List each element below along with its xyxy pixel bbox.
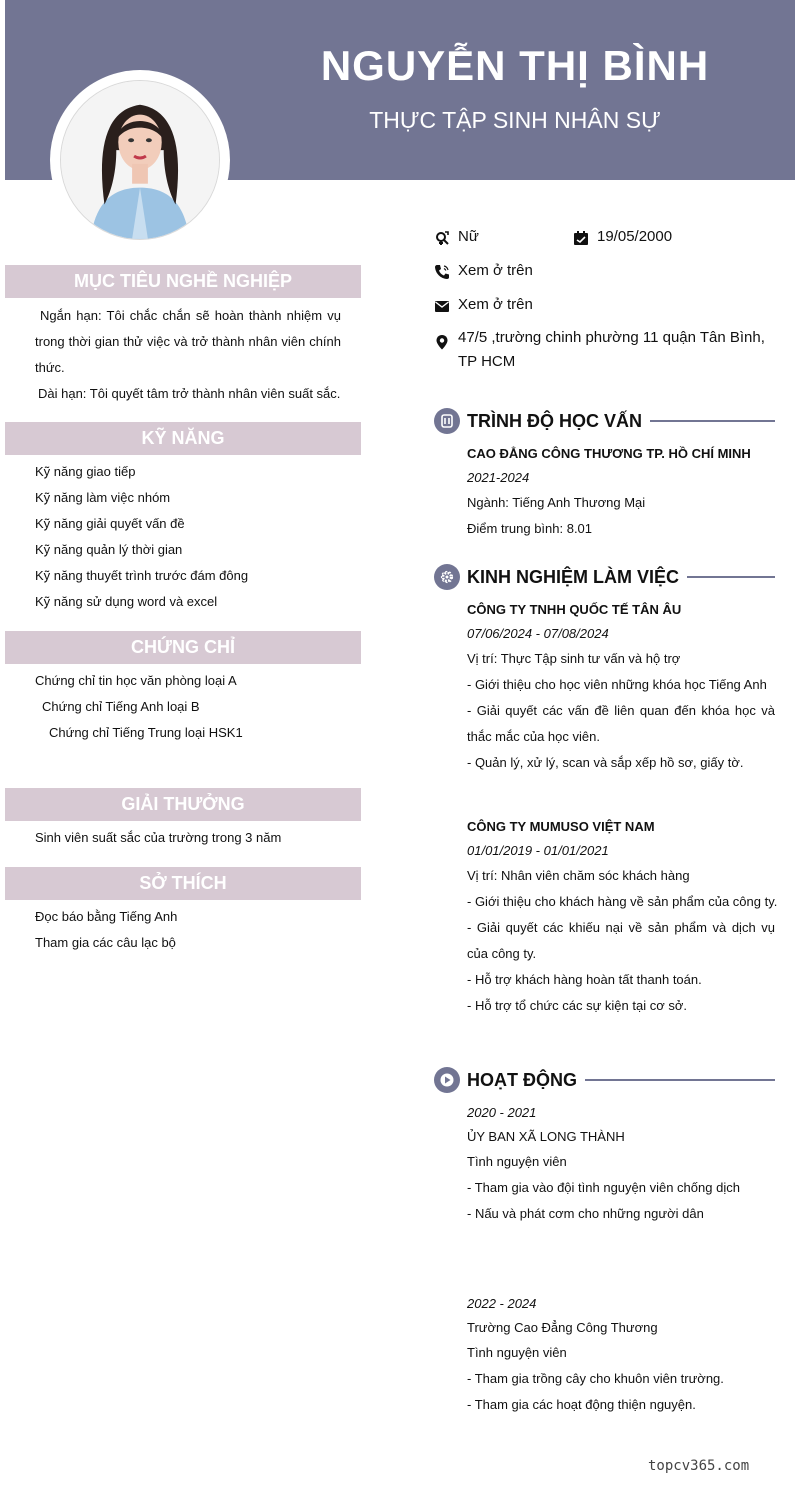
info-email	[434, 296, 533, 314]
skill-item: Kỹ năng sử dụng word và excel	[35, 594, 218, 609]
skill-item: Kỹ năng giải quyết vấn đề	[35, 516, 185, 531]
education-gpa: Điểm trung bình: 8.01	[467, 521, 593, 536]
education-school: CAO ĐẲNG CÔNG THƯƠNG TP. HỒ CHÍ MINH	[467, 446, 751, 461]
job-duty: - Hỗ trợ khách hàng hoàn tất thanh toán.	[467, 972, 702, 987]
activities-header	[434, 1066, 775, 1094]
skill-item: Kỹ năng quản lý thời gian	[35, 542, 183, 557]
certificate-item: Chứng chỉ tin học văn phòng loại A	[35, 673, 237, 688]
gear-icon	[434, 564, 460, 590]
section-divider	[687, 576, 775, 578]
info-birthday	[573, 228, 672, 246]
birthday-value: 19/05/2000	[597, 228, 673, 245]
watermark: topcv365.com	[648, 1458, 750, 1474]
location-pin-icon	[434, 334, 450, 350]
activity-detail: - Tham gia trồng cây cho khuôn viên trường.	[467, 1371, 724, 1386]
activity-period: 2020 - 2021	[467, 1105, 537, 1120]
activity-entry	[467, 1101, 775, 1227]
candidate-role: THỰC TẬP SINH NHÂN SỰ	[369, 107, 661, 133]
phone-value: Xem ở trên	[458, 262, 533, 279]
job-position: Vị trí: Thực Tập sinh tư vấn và hộ trợ	[467, 651, 681, 666]
skill-item: Kỹ năng thuyết trình trước đám đông	[35, 568, 249, 583]
job-duty: - Giới thiệu cho khách hàng về sản phẩm của công ty.	[467, 894, 778, 909]
portrait-photo	[61, 81, 219, 239]
education-period: 2021-2024	[467, 470, 530, 485]
activity-org: ỦY BAN XÃ LONG THÀNH	[467, 1129, 625, 1144]
awards-list	[35, 825, 281, 851]
certificates-header: CHỨNG CHỈ	[5, 631, 361, 664]
skill-item: Kỹ năng làm việc nhóm	[35, 490, 171, 505]
hobby-item: Đọc báo bằng Tiếng Anh	[35, 909, 178, 924]
certificate-item: Chứng chỉ Tiếng Trung loại HSK1	[49, 725, 243, 740]
gender-icon	[434, 230, 450, 246]
address-value: 47/5 ,trường chinh phường 11 quận Tân Bình, TP HCM	[458, 329, 765, 370]
education-major: Ngành: Tiếng Anh Thương Mại	[467, 495, 646, 510]
awards-header: GIẢI THƯỞNG	[5, 788, 361, 821]
job-duty: - Quản lý, xử lý, scan và sắp xếp hồ sơ, giấy tờ.	[467, 755, 744, 770]
experience-title: KINH NGHIỆM LÀM VIỆC	[467, 566, 680, 587]
job-position: Vị trí: Nhân viên chăm sóc khách hàng	[467, 868, 690, 883]
activity-detail: - Nấu và phát cơm cho những người dân	[467, 1206, 704, 1221]
candidate-name: NGUYỄN THỊ BÌNH	[320, 42, 710, 89]
skill-item: Kỹ năng giao tiếp	[35, 464, 136, 479]
job-period: 07/06/2024 - 07/08/2024	[467, 626, 609, 641]
job-company: CÔNG TY TNHH QUỐC TẾ TÂN ÂU	[467, 602, 682, 617]
mail-icon	[434, 298, 450, 314]
activity-role: Tình nguyện viên	[467, 1154, 567, 1169]
job-duty: - Giải quyết các khiếu nại về sản phẩm và dịch vụ của công ty.	[467, 920, 775, 961]
skills-header: KỸ NĂNG	[5, 422, 361, 455]
activity-period: 2022 - 2024	[467, 1296, 537, 1311]
info-phone	[434, 262, 533, 280]
skills-list	[35, 459, 248, 615]
job-duty: - Giải quyết các vấn đề liên quan đến khóa học và thắc mắc của học viên.	[467, 703, 775, 744]
email-value: Xem ở trên	[458, 296, 533, 313]
section-divider	[585, 1079, 775, 1081]
job-entry	[467, 598, 775, 776]
hobbies-header: SỞ THÍCH	[5, 867, 361, 900]
job-period: 01/01/2019 - 01/01/2021	[467, 843, 609, 858]
info-gender	[434, 228, 479, 246]
objective-long-term: Dài hạn: Tôi quyết tâm trở thành nhân viên suất sắc.	[38, 386, 341, 401]
hobbies-list	[35, 904, 177, 956]
activity-detail: - Tham gia vào đội tình nguyện viên chống dịch	[467, 1180, 740, 1195]
phone-icon	[434, 264, 450, 280]
education-header	[434, 407, 775, 435]
activity-role: Tình nguyện viên	[467, 1345, 567, 1360]
job-entry	[467, 815, 778, 1019]
certificates-list	[35, 668, 243, 746]
certificate-item: Chứng chỉ Tiếng Anh loại B	[42, 699, 200, 714]
job-duty: - Giới thiệu cho học viên những khóa học Tiếng Anh	[467, 677, 767, 692]
book-icon	[434, 408, 460, 434]
gender-value: Nữ	[458, 228, 479, 245]
objective-header: MỤC TIÊU NGHỀ NGHIỆP	[5, 265, 361, 298]
info-address	[434, 330, 774, 374]
activity-entry	[467, 1292, 775, 1418]
avatar	[60, 80, 220, 240]
job-duty: - Hỗ trợ tổ chức các sự kiện tại cơ sở.	[467, 998, 687, 1013]
award-item: Sinh viên suất sắc của trường trong 3 năm	[35, 830, 282, 845]
experience-header	[434, 563, 775, 591]
activity-detail: - Tham gia các hoạt động thiện nguyện.	[467, 1397, 696, 1412]
activities-title: HOẠT ĐỘNG	[467, 1069, 577, 1090]
education-block	[467, 442, 775, 542]
section-divider	[650, 420, 775, 422]
hobby-item: Tham gia các câu lạc bộ	[35, 935, 176, 950]
education-title: TRÌNH ĐỘ HỌC VẤN	[467, 410, 642, 431]
job-company: CÔNG TY MUMUSO VIỆT NAM	[467, 819, 655, 834]
objective-short-term: Ngắn hạn: Tôi chắc chắn sẽ hoàn thành nhiệm vụ trong thời gian thử việc và trở thành nhân viên chính thức.	[35, 308, 341, 375]
calendar-icon	[573, 230, 589, 246]
play-icon	[434, 1067, 460, 1093]
activity-org: Trường Cao Đẳng Công Thương	[467, 1320, 658, 1335]
